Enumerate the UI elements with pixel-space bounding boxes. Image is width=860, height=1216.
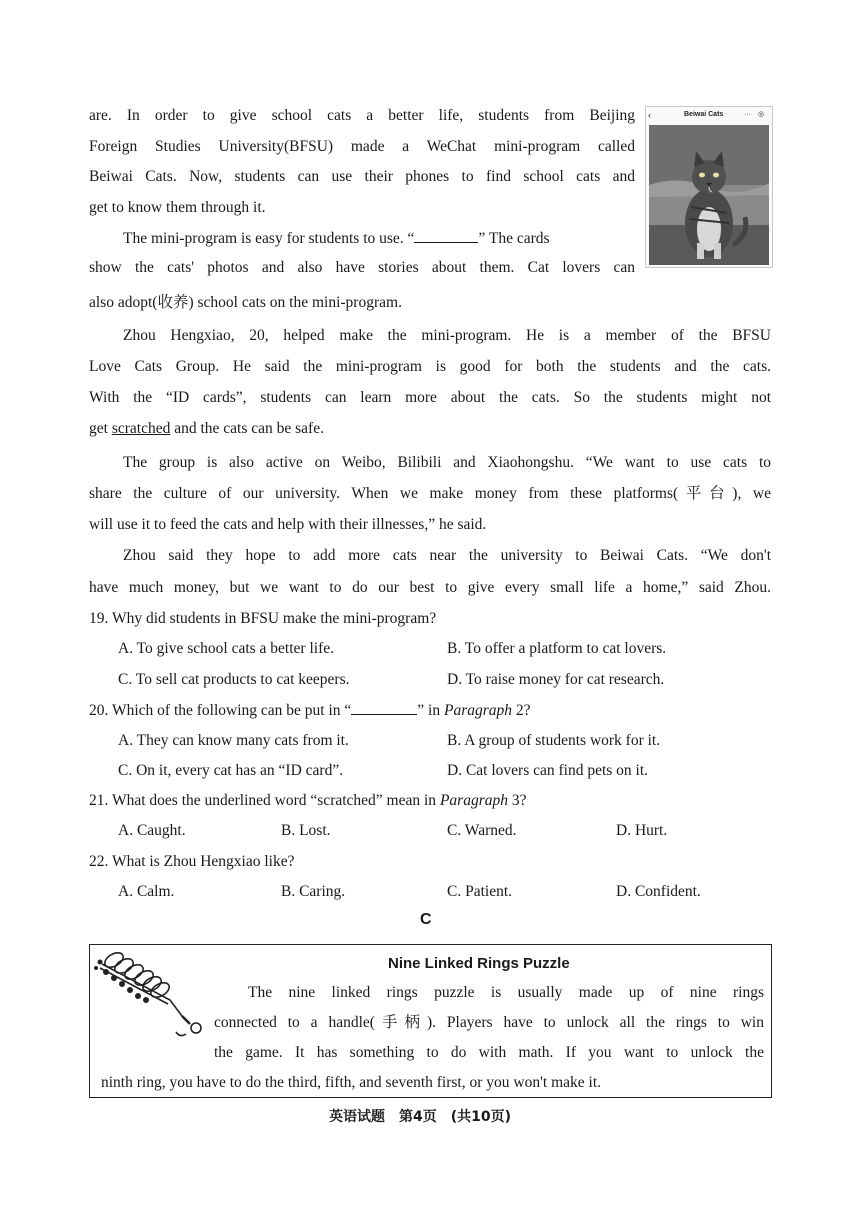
passage-b-p3-line-2: Love Cats Group. He said the mini-program is good for both the students and the cats.: [89, 358, 771, 375]
passage-b-p3-line-1: Zhou Hengxiao, 20, helped make the mini-program. He is a member of the BFSU: [123, 327, 771, 344]
underlined-word-scratched: scratched: [111, 420, 171, 437]
beiwai-cats-phone-screenshot: [645, 106, 773, 268]
p2-text-after-blank: ” The cards: [478, 230, 550, 247]
q20-option-b: B. A group of students work for it.: [447, 732, 661, 749]
q21-option-a: A. Caught.: [118, 822, 186, 839]
section-c-label: C: [420, 911, 432, 928]
passage-b-p3-line-4: [89, 419, 324, 439]
passage-b-p4-line-1: The group is also active on Weibo, Bilibili and Xiaohongshu. “We want to use cats to: [123, 454, 771, 471]
section-c-line-3: the game. It has something to do with math. If you want to unlock the: [214, 1044, 764, 1061]
answer-blank: [414, 228, 478, 243]
passage-b-p1-line-2: Foreign Studies University(BFSU) made a WeChat mini-program called: [89, 138, 635, 155]
phone-title-bar: [646, 107, 772, 123]
q21-option-b: B. Lost.: [281, 822, 331, 839]
q19-option-d: D. To raise money for cat research.: [447, 671, 665, 688]
q19-option-a: A. To give school cats a better life.: [118, 640, 334, 657]
q20-stem-middle: ” in: [417, 702, 444, 719]
q22-stem: 22. What is Zhou Hengxiao like?: [89, 853, 295, 870]
cat-photo: [649, 125, 769, 265]
q20-option-a: A. They can know many cats from it.: [118, 732, 349, 749]
q21-option-d: D. Hurt.: [616, 822, 668, 839]
q21-stem-paragraph: Paragraph: [439, 792, 508, 809]
passage-b-p3-line-3: With the “ID cards”, students can learn more about the cats. So the students might not: [89, 389, 771, 406]
q20-stem-paragraph: Paragraph: [443, 702, 513, 719]
passage-b-p1-line-1: are. In order to give school cats a better life, students from Beijing: [89, 107, 635, 124]
p2-text-before-blank: The mini-program is easy for students to use. “: [123, 230, 415, 247]
q20-option-c: C. On it, every cat has an “ID card”.: [118, 762, 344, 779]
q19-stem: 19. Why did students in BFSU make the mini-program?: [89, 610, 437, 627]
q20-stem-start: 20. Which of the following can be put in “: [89, 702, 352, 719]
phone-app-title: Beiwai Cats: [684, 111, 724, 118]
q22-option-d: D. Confident.: [616, 883, 701, 900]
record-icon: ◎: [758, 111, 765, 118]
section-c-line-2: connected to a handle(手柄). Players have to unlock all the rings to win: [214, 1014, 764, 1031]
passage-b-p1-line-4: get to know them through it.: [89, 199, 266, 216]
passage-b-p2-line-2: show the cats' photos and also have stories about them. Cat lovers can: [89, 259, 635, 276]
passage-b-p5-line-1: Zhou said they hope to add more cats near the university to Beiwai Cats. “We don't: [123, 547, 771, 564]
passage-b-p2-line-1: [123, 228, 550, 249]
nine-rings-title: Nine Linked Rings Puzzle: [388, 955, 570, 972]
q21-stem-end: 3?: [507, 792, 527, 809]
q20-option-d: D. Cat lovers can find pets on it.: [447, 762, 649, 779]
nine-linked-rings-illustration: [92, 946, 222, 1046]
p3-text-before-underline: get: [89, 420, 112, 437]
q22-option-b: B. Caring.: [281, 883, 346, 900]
q20-stem-end: 2?: [512, 702, 531, 719]
q20-stem: [89, 700, 531, 721]
section-c-line-1: The nine linked rings puzzle is usually made up of nine rings: [248, 984, 764, 1001]
q22-option-c: C. Patient.: [447, 883, 513, 900]
section-c-line-4: ninth ring, you have to do the third, fifth, and seventh first, or you won't make it.: [101, 1074, 601, 1091]
page-footer: 英语试题 第4页 (共10页): [329, 1109, 512, 1125]
passage-b-p4-line-2: share the culture of our university. When we make money from these platforms(平台), we: [89, 485, 771, 502]
passage-b-p2-line-3: also adopt(收养) school cats on the mini-program.: [89, 294, 402, 311]
more-dots-icon: ···: [744, 111, 751, 118]
q21-stem: [89, 791, 527, 811]
q22-option-a: A. Calm.: [118, 883, 175, 900]
passage-b-p4-line-3: will use it to feed the cats and help with their illnesses,” he said.: [89, 516, 487, 533]
q21-stem-start: 21. What does the underlined word “scratched” mean in: [89, 792, 440, 809]
passage-b-p1-line-3: Beiwai Cats. Now, students can use their phones to find school cats and: [89, 168, 635, 185]
back-chevron-icon: ‹: [648, 110, 651, 120]
q20-answer-blank: [351, 700, 417, 715]
q19-option-c: C. To sell cat products to cat keepers.: [118, 671, 350, 688]
q21-option-c: C. Warned.: [447, 822, 517, 839]
p3-text-after-underline: and the cats can be safe.: [170, 420, 324, 437]
passage-b-p5-line-2: have much money, but we want to do our best to give every small life a home,” said Zhou.: [89, 579, 771, 596]
q19-option-b: B. To offer a platform to cat lovers.: [447, 640, 667, 657]
